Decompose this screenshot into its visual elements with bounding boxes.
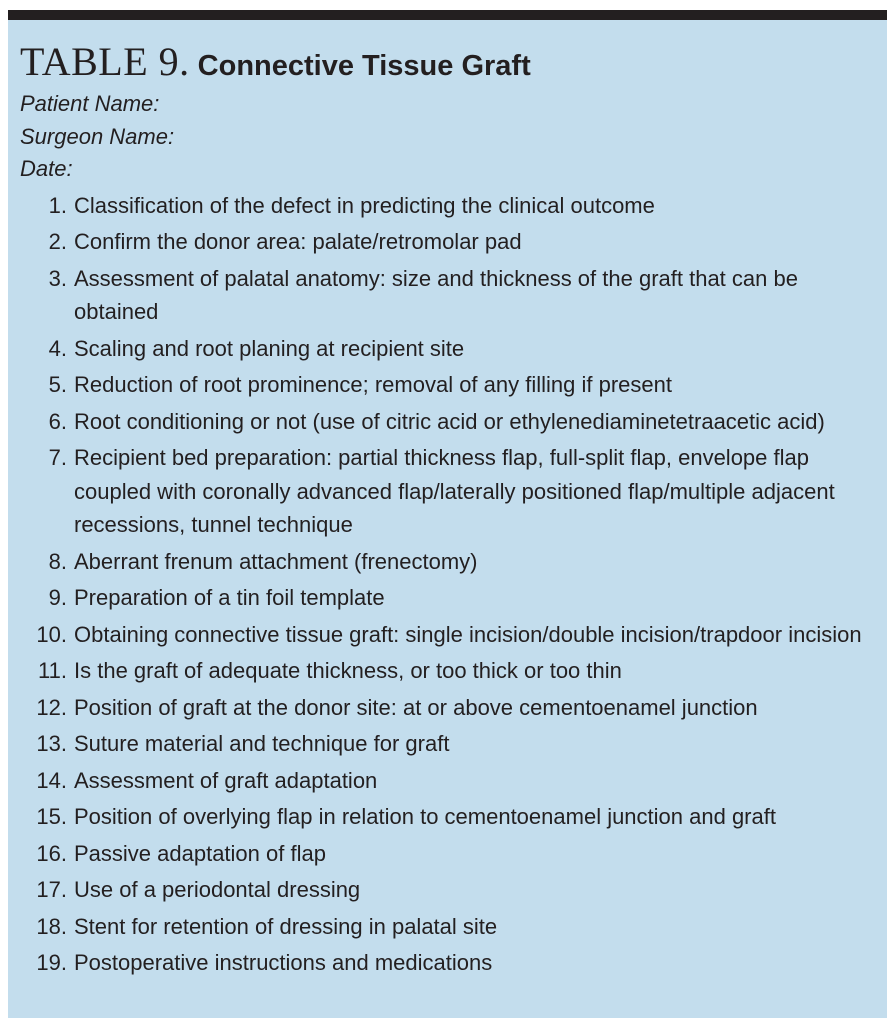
item-number: 6. bbox=[48, 408, 67, 434]
date-field: Date: bbox=[20, 156, 73, 181]
list-item bbox=[20, 799, 887, 836]
list-item bbox=[20, 617, 887, 654]
item-text: Position of overlying flap in relation to cementoenamel junction and graft bbox=[74, 804, 776, 829]
list-item bbox=[20, 690, 887, 727]
item-number: 3. bbox=[48, 265, 67, 291]
item-text: Scaling and root planing at recipient site bbox=[74, 335, 465, 361]
item-text: Confirm the donor area: palate/retromolar pad bbox=[74, 229, 522, 254]
item-text: Root conditioning or not (use of citric acid or ethylenediaminetetraacetic acid) bbox=[74, 408, 825, 434]
item-number: 9. bbox=[48, 585, 67, 610]
item-text: Suture material and technique for graft bbox=[74, 731, 450, 756]
item-text: Assessment of palatal anatomy: size and thickness of the graft that can be obtained bbox=[74, 265, 798, 324]
item-text: Recipient bed preparation: partial thickness flap, full-split flap, envelope flap coupled with coronally advanced flap/laterally positioned flap/multiple adjacent recessions, tunnel technique bbox=[74, 445, 835, 537]
item-text: Use of a periodontal dressing bbox=[74, 877, 361, 902]
patient-name-field: Patient Name: bbox=[20, 91, 160, 116]
item-number: 7. bbox=[48, 445, 67, 470]
list-item bbox=[20, 872, 887, 909]
checklist-table bbox=[8, 10, 887, 1018]
list-item bbox=[20, 580, 887, 617]
item-text: Aberrant frenum attachment (frenectomy) bbox=[74, 548, 478, 574]
item-number: 1. bbox=[48, 192, 67, 218]
list-item bbox=[20, 331, 887, 368]
table-title-text: Connective Tissue Graft bbox=[197, 50, 531, 82]
item-text: Preparation of a tin foil template bbox=[74, 585, 385, 610]
list-item bbox=[20, 653, 887, 690]
item-number: 14. bbox=[36, 767, 67, 793]
item-number: 4. bbox=[48, 335, 67, 361]
list-item bbox=[20, 440, 887, 544]
item-number: 11. bbox=[38, 658, 67, 683]
list-item bbox=[20, 261, 887, 331]
list-item bbox=[20, 909, 887, 946]
item-text: Classification of the defect in predicting the clinical outcome bbox=[74, 192, 655, 218]
list-item bbox=[20, 945, 887, 982]
list-item bbox=[20, 224, 887, 261]
item-text: Obtaining connective tissue graft: single incision/double incision/trapdoor incision bbox=[74, 621, 862, 647]
item-text: Is the graft of adequate thickness, or too thick or too thin bbox=[74, 658, 622, 683]
list-item bbox=[20, 763, 887, 800]
list-item bbox=[20, 404, 887, 441]
item-number: 18. bbox=[36, 913, 67, 939]
item-number: 12. bbox=[36, 694, 67, 720]
item-number: 15. bbox=[36, 804, 67, 829]
item-text: Stent for retention of dressing in palatal site bbox=[74, 913, 498, 939]
item-text: Passive adaptation of flap bbox=[74, 840, 326, 866]
item-number: 8. bbox=[48, 548, 67, 574]
list-item bbox=[20, 188, 887, 225]
list-item bbox=[20, 836, 887, 873]
item-text: Position of graft at the donor site: at or above cementoenamel junction bbox=[74, 694, 758, 720]
list-item bbox=[20, 726, 887, 763]
item-number: 2. bbox=[48, 229, 67, 254]
item-text: Assessment of graft adaptation bbox=[74, 767, 378, 793]
table-title bbox=[20, 40, 887, 88]
item-number: 19. bbox=[36, 950, 67, 975]
item-text: Reduction of root prominence; removal of any filling if present bbox=[74, 372, 672, 397]
surgeon-name-field: Surgeon Name: bbox=[20, 123, 175, 149]
list-item bbox=[20, 544, 887, 581]
item-number: 13. bbox=[36, 731, 67, 756]
item-number: 5. bbox=[48, 372, 67, 397]
item-number: 10. bbox=[36, 621, 67, 647]
checklist-items bbox=[20, 188, 887, 982]
item-number: 17. bbox=[36, 877, 67, 902]
item-number: 16. bbox=[36, 840, 67, 866]
list-item bbox=[20, 367, 887, 404]
item-text: Postoperative instructions and medications bbox=[74, 950, 493, 975]
table-number-label: TABLE 9. bbox=[20, 39, 190, 84]
